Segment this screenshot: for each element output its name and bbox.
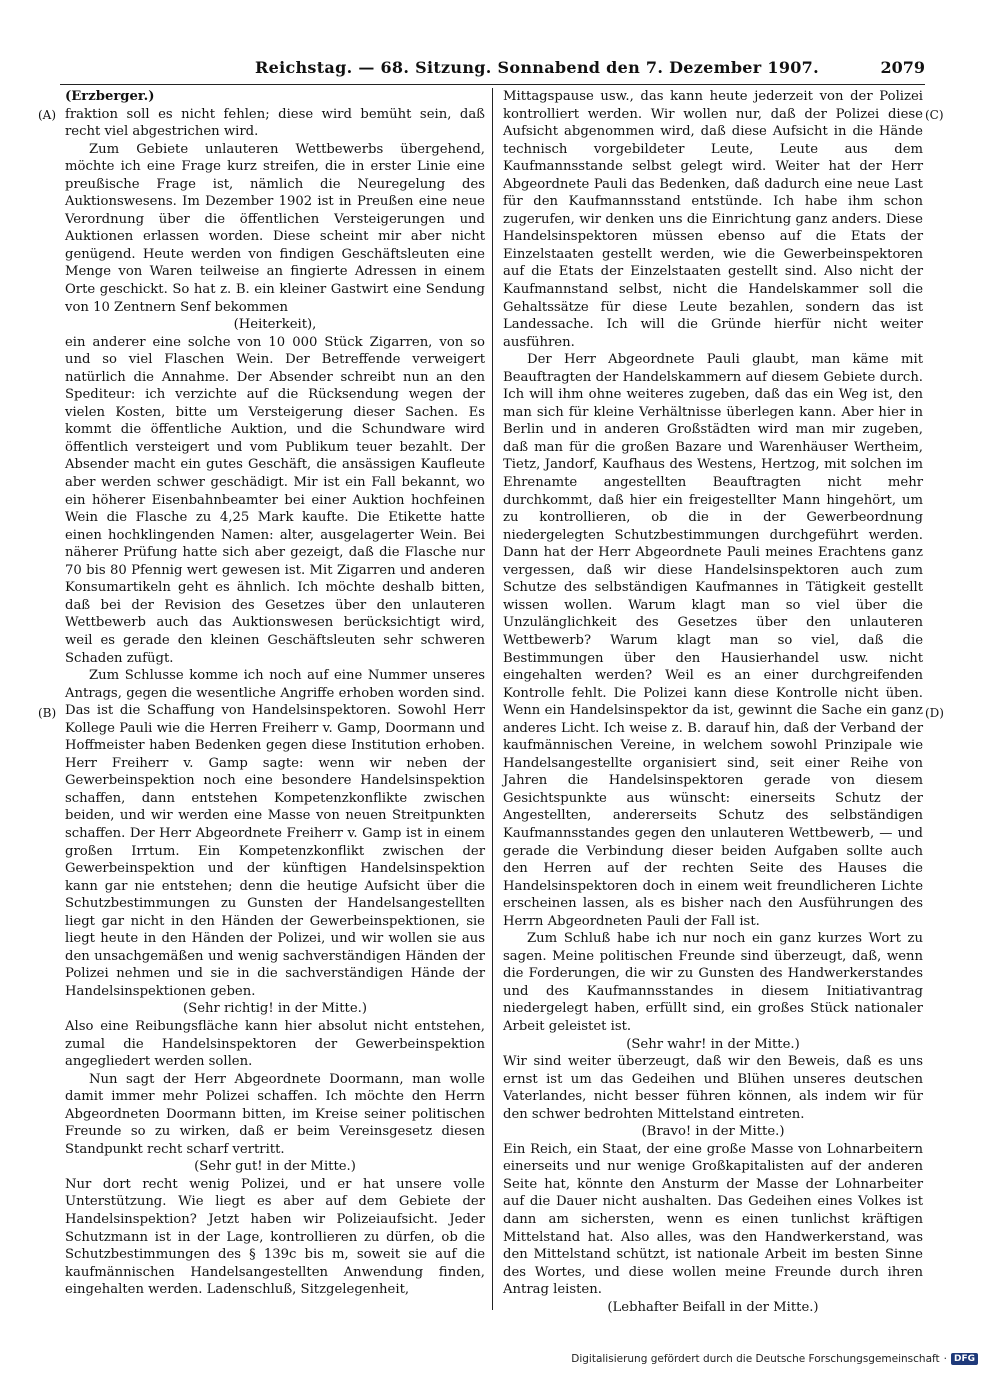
interjection: (Heiterkeit), bbox=[233, 317, 317, 333]
paragraph: Mittagspause usw., das kann heute jederzeit von der Polizei kontrolliert werden. Wir wollen nur, daß der Polizei diese Aufsicht abgenommen wird, daß diese Aufsicht in die Hände technisch vorgebildeter Leute, Leute aus dem Kaufmannsstande selbst gelegt wird. Weiter hat der Herr Abgeordnete Pauli das Bedenken, daß dadurch eine neue Last für den Kaufmannsstand entstünde. Ich habe ihm schon zugerufen, wir denken uns die Einrichtung ganz anders. Diese Handelsinspektoren müssen ebenso auf die Etats der Einzelstaaten gestellt werden, wie die Gewerbeinspektoren auf die Etats der Einzelstaaten gestellt sind. Also nicht der Kaufmannstand selbst, nicht die Handelskammer soll die Gehaltssätze für diese Leute bezahlen, sondern das ist Landessache. Ich will die Gründe hierfür nicht weiter ausführen. bbox=[503, 89, 923, 350]
dfg-logo-icon: DFG bbox=[951, 1353, 978, 1365]
paragraph: Zum Schlusse komme ich noch auf eine Nummer unseres Antrags, gegen die wesentliche Angriffe erhoben worden sind. Das ist die Schaffung von Handelsinspektoren. Sowohl Herr Kollege Pauli wie die Herren Freiherr v. Gamp, Doormann und Hoffmeister haben Bedenken gegen diese Institution erhoben. Herr Freiherr v. Gamp sagte: wenn wir neben der Gewerbeinspektion noch eine besondere Handelsinspektion schaffen, dann entstehen Kompetenzkonflikte zwischen beiden, und wir werden eine Masse von neuen Streitpunkten schaffen. Der Herr Abgeordnete Freiherr v. Gamp ist in einem großen Irrtum. Ein Kompetenzkonflikt zwischen der Gewerbeinspektion und der künftigen Handelsinspektion kann gar nie entstehen; denn die heutige Aufsicht über die Schutzbestimmungen zu Gunsten der Handelsangestellten liegt gar nicht in den Händen der Gewerbeinspektionen, sie liegt heute in den Händen der Polizei, und wir wollen sie aus den unsachgemäßen und wenig sachverständigen Händen der Polizei nehmen und sie in die sachverständigen Hände der Handelsinspektionen geben. bbox=[65, 668, 485, 999]
paragraph: Wir sind weiter überzeugt, daß wir den Beweis, daß es uns ernst ist um das Gedeihen und Blühen unseres deutschen Vaterlandes, nicht besser führen können, als indem wir für den schwer bedrohten Mittelstand eintreten. bbox=[503, 1054, 923, 1122]
paragraph: fraktion soll es nicht fehlen; diese wird bemüht sein, daß recht viel abgestrichen wird. bbox=[65, 106, 485, 140]
footer-text: Digitalisierung gefördert durch die Deutsche Forschungsgemeinschaft bbox=[571, 1353, 940, 1365]
page-header bbox=[60, 58, 925, 80]
page-number: 2079 bbox=[880, 58, 925, 77]
speaker-name: (Erzberger.) bbox=[65, 89, 155, 104]
page-title: Reichstag. — 68. Sitzung. Sonnabend den 7. Dezember 1907. bbox=[255, 58, 819, 77]
interjection: (Sehr richtig! in der Mitte.) bbox=[183, 1001, 367, 1017]
right-column bbox=[503, 88, 923, 1316]
header-rule bbox=[60, 84, 925, 85]
interjection: (Lebhafter Beifall in der Mitte.) bbox=[607, 1299, 819, 1315]
column-divider bbox=[492, 88, 493, 1310]
footer: Digitalisierung gefördert durch die Deutsche Forschungsgemeinschaft · DFG bbox=[571, 1353, 978, 1365]
paragraph: Zum Schluß habe ich nur noch ein ganz kurzes Wort zu sagen. Meine politischen Freunde sind überzeugt, daß, wenn die Forderungen, die wir zu Gunsten des Handwerkerstandes und des Kaufmannsstandes in diesem Initiativantrag niedergelegt haben, erfüllt sind, ein großes Stück nationaler Arbeit geleistet ist. bbox=[503, 931, 923, 1034]
paragraph: Der Herr Abgeordnete Pauli glaubt, man käme mit Beauftragten der Handelskammern auf diesem Gebiete durch. Ich will ihm ohne weiteres zugeben, daß das ein Weg ist, den man sich für kleine Verhältnisse überlegen kann. Aber hier in Berlin und in anderen Großstädten wird man mir zugeben, daß man für die großen Bazare und Warenhäuser Wertheim, Tietz, Jandorf, Kaufhaus des Westens, Hertzog, mit solchen im Ehrenamte angestellten Beauftragten nicht mehr durchkommt, daß hier ein freigestellter Mann hingehört, um zu kontrollieren, ob die in der Gewerbeordnung niedergelegten Schutzbestimmungen durchgeführt werden. Dann hat der Herr Abgeordnete Pauli meines Erachtens ganz vergessen, daß wir diese Handelsinspektoren auch zum Schutze des selbständigen Kaufmannes in Tätigkeit gestellt wissen wollen. Warum klagt man so viel über die Unzulänglichkeit des Gesetzes über den unlauteren Wettbewerb? Warum klagt man so viel, daß die Bestimmungen über den Hausierhandel usw. nicht eingehalten werden? Weil es an einer durchgreifenden Kontrolle fehlt. Die Polizei kann diese Kontrolle nicht üben. Wenn ein Handelsinspektor da ist, gewinnt die Sache ein ganz anderes Licht. Ich weise z. B. darauf hin, daß der Verband der kaufmännischen Vereine, in welchem sowohl Prinzipale wie Handelsangestellte organisiert sind, seit einer Reihe von Jahren die Handelsinspektoren gerade von diesem Gesichtspunkte aus wünscht: einerseits Schutz der Angestellten, andererseits Schutz des selbständigen Kaufmannsstandes gegen den unlauteren Wettbewerb, — und gerade die Verbindung dieser beiden Aufgaben sollte auch den Herren auf der rechten Seite des Hauses die Handelsinspektoren doch in einem weit freundlicheren Lichte erscheinen lassen, als es bisher nach den Ausführungen des Herrn Abgeordneten Pauli der Fall ist. bbox=[503, 352, 923, 929]
paragraph: Nun sagt der Herr Abgeordnete Doormann, man wolle damit immer mehr Polizei schaffen. Ich möchte den Herrn Abgeordneten Doormann bitten, im Kreise seiner politischen Freunde so zu wirken, daß er beim Vereinsgesetz diesen Standpunkt recht scharf vertritt. bbox=[65, 1071, 485, 1157]
margin-marker-c: (C) bbox=[925, 108, 944, 122]
interjection: (Sehr wahr! in der Mitte.) bbox=[626, 1036, 800, 1052]
margin-marker-a: (A) bbox=[38, 108, 57, 122]
paragraph: Ein Reich, ein Staat, der eine große Masse von Lohnarbeitern einerseits und nur wenige Großkapitalisten auf der anderen Seite hat, könnte den Ansturm der Masse der Lohnarbeiter auf die Dauer nicht aushalten. Das Gedeihen eines Volkes ist dann am sichersten, wenn es einen tunlichst kräftigen Mittelstand hat. Also alles, was den Handwerkerstand, was den Mittelstand schützt, ist nationale Arbeit im besten Sinne des Wortes, und diese wollen meine Freunde durch ihren Antrag leisten. bbox=[503, 1141, 923, 1298]
left-column bbox=[65, 88, 485, 1299]
paragraph: ein anderer eine solche von 10 000 Stück Zigarren, von so und so viel Flaschen Wein. Der Betreffende verweigert natürlich die Annahme. Der Absender schreibt nun an den Spediteur: ich verzichte auf die Rücksendung wegen der vielen Kosten, bitte um Versteigerung dieser Sachen. Es kommt die öffentliche Auktion, und die Schundware wird öffentlich versteigert und vom Publikum teuer bezahlt. Der Absender macht ein gutes Geschäft, die ansässigen Kaufleute aber werden schwer geschädigt. Mir ist ein Fall bekannt, wo ein höherer Eisenbahnbeamter bei einer Auktion hochfeinen Wein die Flasche zu 4,25 Mark kaufte. Die Etikette hatte einen hochklingenden Namen: alter, ausgelagerter Wein. Bei näherer Prüfung hatte sich aber gezeigt, daß die Flasche nur 70 bis 80 Pfennig wert gewesen ist. Mit Zigarren und anderen Konsumartikeln geht es ähnlich. Ich möchte deshalb bitten, daß bei der Revision des Gesetzes über den unlauteren Wettbewerb auch das Auktionswesen berücksichtigt wird, weil es gerade den kleinen Geschäftsleuten sehr schweren Schaden zufügt. bbox=[65, 334, 485, 666]
interjection: (Bravo! in der Mitte.) bbox=[641, 1124, 785, 1140]
paragraph: Also eine Reibungsfläche kann hier absolut nicht entstehen, zumal die Handelsinspektoren der Gewerbeinspektion angegliedert werden sollen. bbox=[65, 1018, 485, 1070]
paragraph: Nur dort recht wenig Polizei, und er hat unsere volle Unterstützung. Wie liegt es aber auf dem Gebiete der Handelsinspektion? Jetzt haben wir Polizeiaufsicht. Jeder Schutzmann ist in der Lage, kontrollieren zu dürfen, ob die Schutzbestimmungen des § 139c bis m, soweit sie auf die kaufmännischen Handelsangestellten Anwendung finden, eingehalten werden. Ladenschluß, Sitzgelegenheit, bbox=[65, 1176, 485, 1298]
paragraph: Zum Gebiete unlauteren Wettbewerbs übergehend, möchte ich eine Frage kurz streifen, die in erster Linie eine preußische Frage ist, nämlich die Neuregelung des Auktionswesens. Im Dezember 1902 ist in Preußen eine neue Verordnung über die öffentlichen Versteigerungen und Auktionen erlassen worden. Diese scheint mir aber nicht genügend. Heute werden von findigen Geschäftsleuten eine Menge von Waren teilweise an fingierte Adressen in einem Orte geschickt. So hat z. B. ein kleiner Gastwirt eine Sendung von 10 Zentnern Senf bekommen bbox=[65, 141, 485, 315]
interjection: (Sehr gut! in der Mitte.) bbox=[194, 1159, 356, 1175]
margin-marker-d: (D) bbox=[925, 706, 944, 720]
margin-marker-b: (B) bbox=[38, 706, 57, 720]
